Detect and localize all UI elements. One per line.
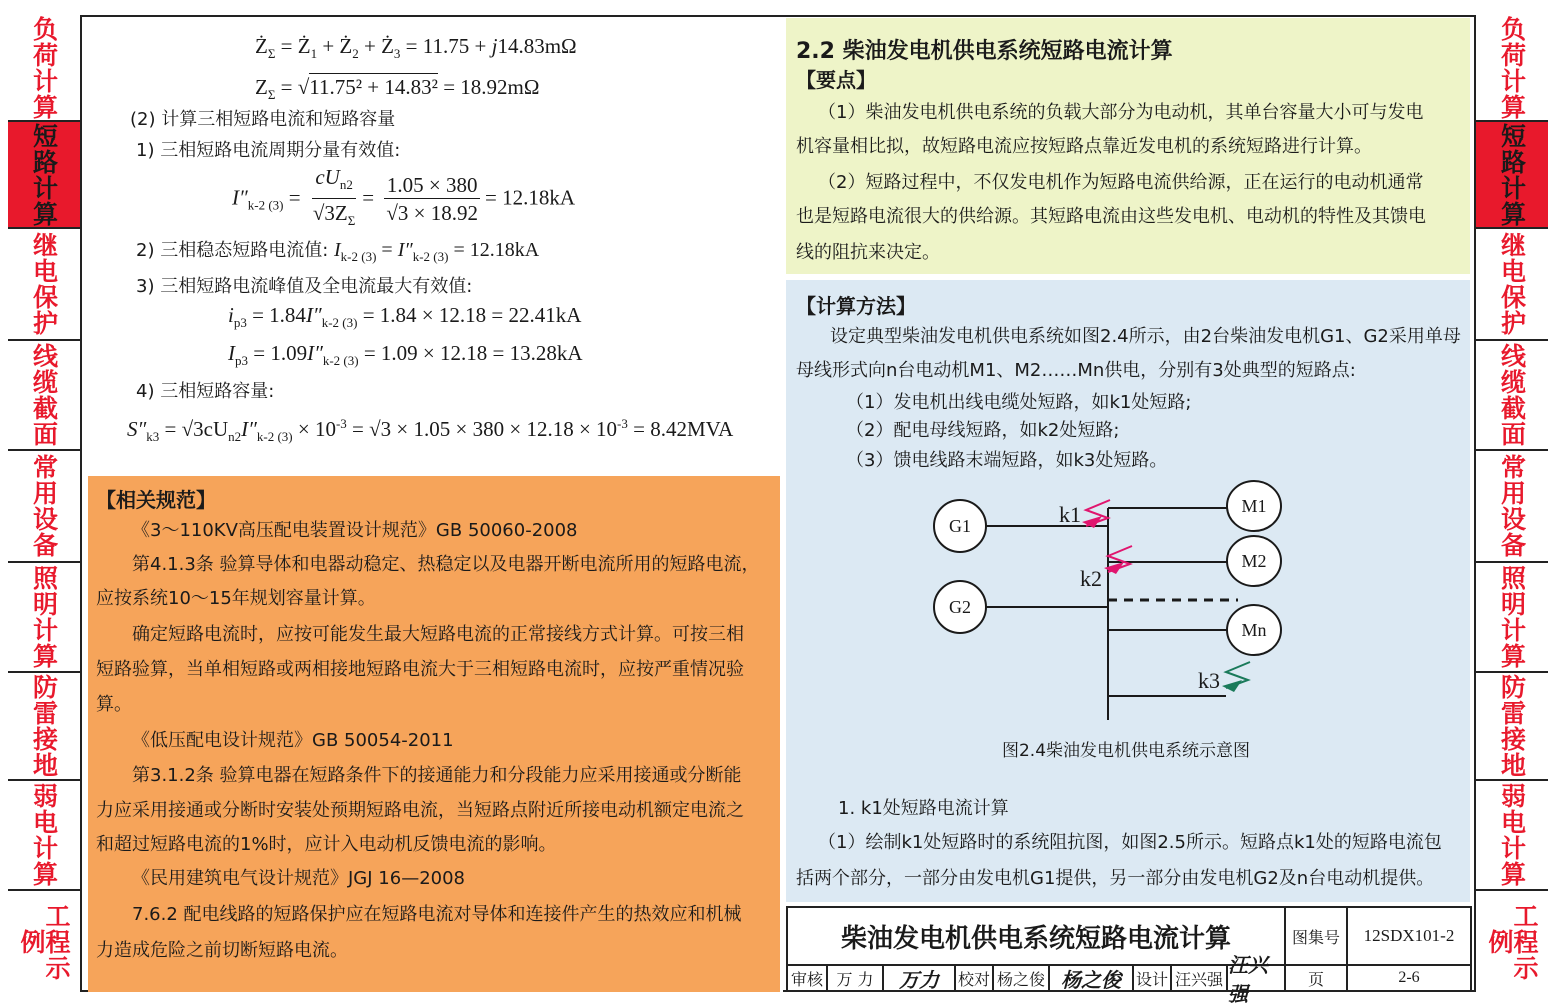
review-signature: 万力 <box>884 966 956 990</box>
eq-total-impedance: $Ż_\Sigma$ = $Ż_1$ + $Ż_2$ + $Ż_3 = 11.75 + j14.83m\Omega$ <box>255 34 577 62</box>
key-points-title: 【要点】 <box>796 68 876 92</box>
tab-lighting-calc[interactable]: 照明计算 <box>1476 563 1548 673</box>
check-signature: 杨之俊 <box>1050 966 1134 990</box>
tab-lighting-calc[interactable]: 照明计算 <box>8 563 80 673</box>
step-2-3: 3) 三相短路电流峰值及全电流最大有效值: <box>136 276 473 297</box>
m2-label: M2 <box>1241 551 1267 571</box>
fault-k1-icon <box>1082 500 1110 528</box>
standard-clause: 7.6.2 配电线路的短路保护应在短路电流对导体和连接件产生的热效应和机械 <box>132 904 742 925</box>
standard-clause: 第3.1.2条 验算电器在短路条件下的接通能力和分段能力应采用接通或分断能 <box>132 765 742 786</box>
fault-k3-icon <box>1222 662 1250 692</box>
check-name: 杨之俊 <box>994 966 1050 990</box>
right-chapter-tabs <box>1476 15 1548 992</box>
eq-max-rms-current: $I_{p3} = 1.09I''_{k-2 (3)} = 1.09 \times 12.18 = 13.28kA$ <box>228 341 583 369</box>
left-chapter-tabs <box>8 15 80 992</box>
mn-label: Mn <box>1241 620 1267 640</box>
tab-weak-current[interactable]: 弱电计算 <box>1476 781 1548 891</box>
standard-clause: 短路验算，当单相短路或两相接地短路电流大于三相短路电流时，应按严重情况验 <box>96 659 744 680</box>
m1-label: M1 <box>1241 496 1267 516</box>
g1-label: G1 <box>949 516 971 536</box>
tab-short-circuit[interactable]: 短路计算 <box>1476 122 1548 229</box>
eq-periodic-current: $I''_{k-2 (3)}$ = $\frac{cU_{n2}}{√3Z_\Sigma}$ = $\frac{1.05 \times 380}{√3 \times 18.92}$ = 12.18kA <box>232 165 576 229</box>
method-line: 设定典型柴油发电机供电系统如图2.4所示，由2台柴油发电机G1、G2采用单母 <box>830 326 1461 347</box>
standard-clause: 第4.1.3条 验算导体和电器动稳定、热稳定以及电器开断电流所用的短路电流， <box>132 554 760 575</box>
tab-lightning-grounding[interactable]: 防雷接地 <box>1476 673 1548 781</box>
tab-relay-protection[interactable]: 继电保护 <box>1476 229 1548 341</box>
design-label: 设计 <box>1134 966 1172 990</box>
key-point-line: 线的阻抗来决定。 <box>796 242 940 263</box>
method-line: （2）配电母线短路，如k2处短路; <box>846 420 1120 441</box>
drawing-title: 柴油发电机供电系统短路电流计算 <box>788 908 1286 966</box>
standard-clause: 算。 <box>96 694 132 715</box>
standard-ref: 《低压配电设计规范》GB 50054-2011 <box>132 730 454 751</box>
method-line: 母线形式向n台电动机M1、M2……Mn供电，分别有3处典型的短路点: <box>796 360 1356 381</box>
method-line: （1）发电机出线电缆处短路，如k1处短路; <box>846 392 1192 413</box>
tab-relay-protection[interactable]: 继电保护 <box>8 229 80 341</box>
tab-common-equipment[interactable]: 常用设备 <box>8 451 80 563</box>
key-point-line: （1）柴油发电机供电系统的负载大部分为电动机，其单台容量大小可与发电 <box>818 102 1424 123</box>
calc-method-title: 【计算方法】 <box>796 294 916 318</box>
standard-clause: 力造成危险之前切断短路电流。 <box>96 940 348 961</box>
standard-clause: 和超过短路电流的1%时，应计入电动机反馈电流的影响。 <box>96 834 557 855</box>
tab-cable-section[interactable]: 线缆截面 <box>8 341 80 451</box>
title-block <box>786 906 1472 1006</box>
signature-row <box>788 953 1470 1006</box>
standard-clause: 确定短路电流时，应按可能发生最大短路电流的正常接线方式计算。可按三相 <box>132 624 744 645</box>
step-2-title: (2) 计算三相短路电流和短路容量 <box>130 109 396 130</box>
key-point-line: 机容量相比拟，故短路电流应按短路点靠近发电机的系统短路进行计算。 <box>796 136 1372 157</box>
tab-load-calc[interactable]: 负荷计算 <box>8 15 80 122</box>
k3-label: k3 <box>1198 668 1220 693</box>
tab-cable-section[interactable]: 线缆截面 <box>1476 341 1548 451</box>
standard-ref: 《民用建筑电气设计规范》JGJ 16—2008 <box>132 868 465 889</box>
k1-label: k1 <box>1059 502 1081 527</box>
step-2-2: 2) 三相稳态短路电流值: $I_{k-2 (3)} = I''_{k-2 (3)} = 12.18kA$ <box>136 239 540 264</box>
check-label: 校对 <box>956 966 994 990</box>
atlas-number: 12SDX101-2 <box>1348 908 1470 966</box>
standard-clause: 力应采用接通或分断时安装处预期短路电流，当短路点附近所接电动机额定电流之 <box>96 800 744 821</box>
eq-peak-current: $i_{p3} = 1.84I''_{k-2 (3)} = 1.84 \times 12.18 = 22.41kA$ <box>228 303 582 331</box>
standard-ref: 《3～110KV高压配电装置设计规范》GB 50060-2008 <box>132 520 578 541</box>
figure-caption: 图2.4柴油发电机供电系统示意图 <box>1001 741 1251 761</box>
tab-project-examples[interactable]: 工程示例 <box>1485 902 1539 981</box>
k2-label: k2 <box>1080 566 1102 591</box>
tab-lightning-grounding[interactable]: 防雷接地 <box>8 673 80 781</box>
k1-line: 括两个部分，一部分由发电机G1提供，另一部分由发电机G2及n台电动机提供。 <box>796 868 1435 889</box>
step-2-4: 4) 三相短路容量: <box>136 381 275 402</box>
top-margin <box>0 0 1551 15</box>
eq-impedance-magnitude: $Z_\Sigma = √11.75^2 + 14.83^2 = 18.92m\Omega$ <box>255 75 540 103</box>
review-label: 审核 <box>788 966 828 990</box>
step-2-1: 1) 三相短路电流周期分量有效值: <box>136 140 401 161</box>
subsection-k1: 1. k1处短路电流计算 <box>838 798 1009 819</box>
system-diagram <box>786 470 1470 770</box>
key-point-line: 也是短路电流很大的供给源。其短路电流由这些发电机、电动机的特性及其馈电 <box>796 206 1426 227</box>
design-signature: 汪兴强 <box>1228 966 1286 990</box>
method-line: （3）馈电线路末端短路，如k3处短路。 <box>846 450 1168 471</box>
eq-short-circuit-capacity: $S''_{k3} = √3cU_{n2}I''_{k-2 (3)} \times 10^{-3} = √3 \times 1.05 \times 380 \times 12.18 \times 10^{-3} = 8.42MVA$ <box>127 416 734 445</box>
tab-project-examples[interactable]: 工程示例 <box>17 902 71 981</box>
section-heading: 2.2 柴油发电机供电系统短路电流计算 <box>796 39 1173 64</box>
design-name: 汪兴强 <box>1172 966 1228 990</box>
g2-label: G2 <box>949 597 971 617</box>
tab-load-calc[interactable]: 负荷计算 <box>1476 15 1548 122</box>
review-name: 万 力 <box>828 966 884 990</box>
tab-common-equipment[interactable]: 常用设备 <box>1476 451 1548 563</box>
key-point-line: （2）短路过程中，不仅发电机作为短路电流供给源，正在运行的电动机通常 <box>818 172 1424 193</box>
tab-weak-current[interactable]: 弱电计算 <box>8 781 80 891</box>
standards-title: 【相关规范】 <box>96 488 216 512</box>
tab-short-circuit[interactable]: 短路计算 <box>8 122 80 229</box>
standard-clause: 应按系统10～15年规划容量计算。 <box>96 588 376 609</box>
page-number: 2-6 <box>1398 969 1420 986</box>
atlas-label: 图集号 <box>1286 908 1348 966</box>
k1-line: （1）绘制k1处短路时的系统阻抗图，如图2.5所示。短路点k1处的短路电流包 <box>818 832 1442 853</box>
page-label: 页 <box>1286 966 1348 990</box>
